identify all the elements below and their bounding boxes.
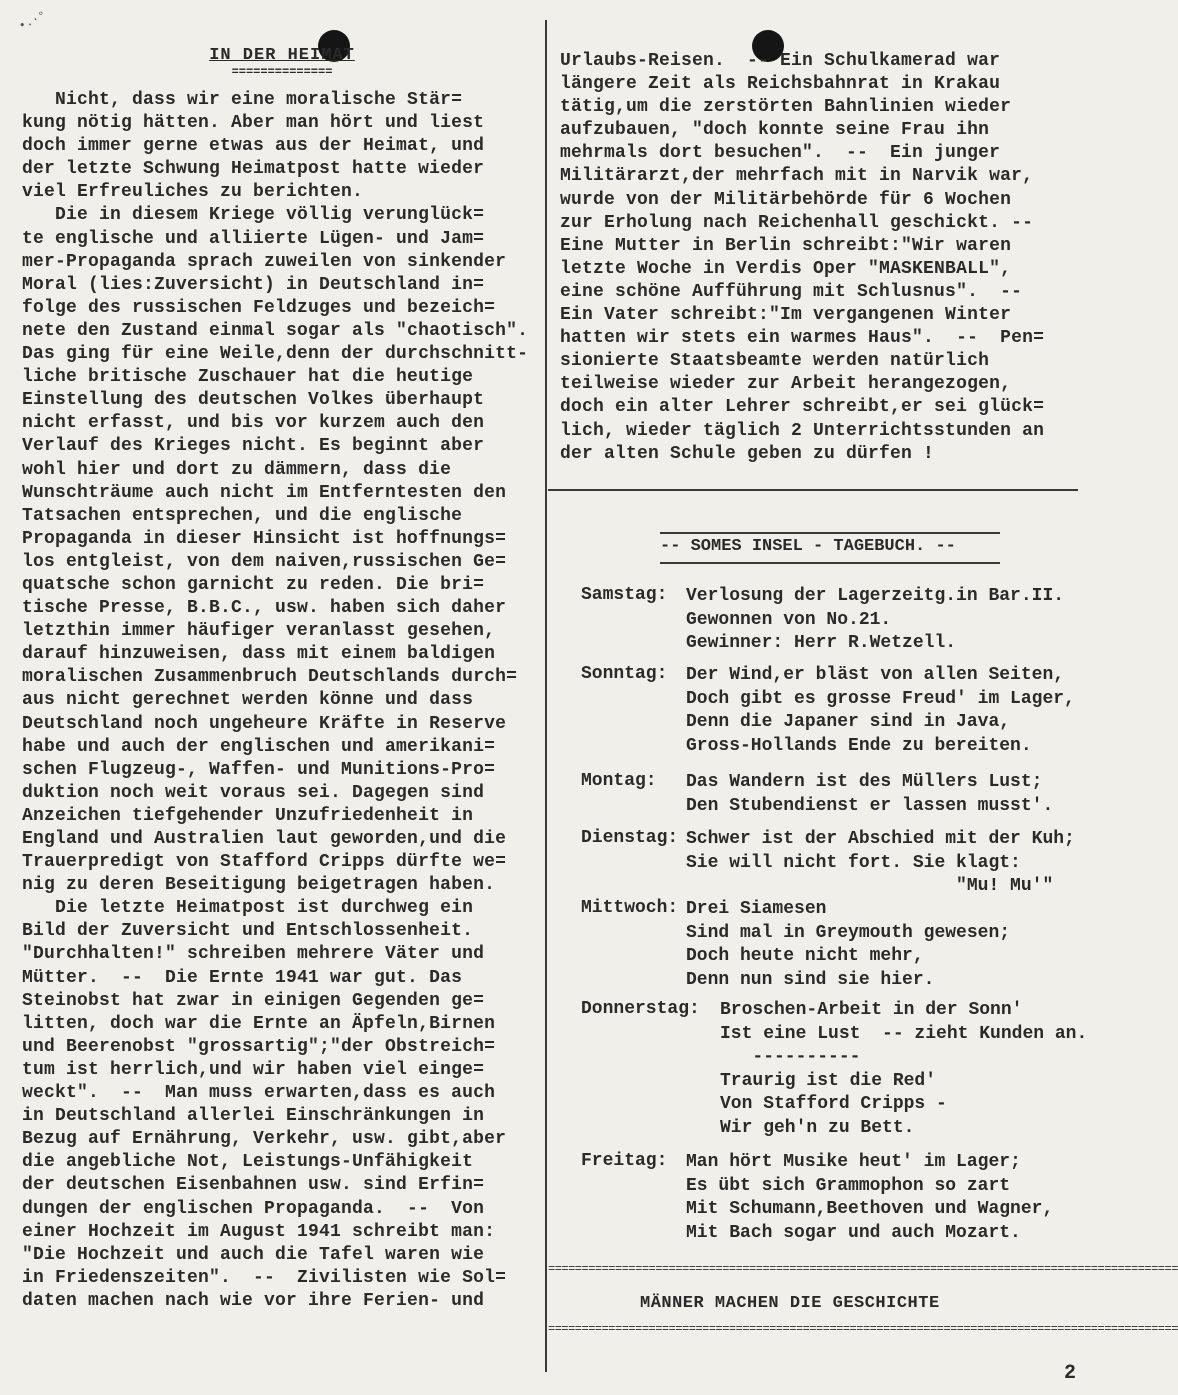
article-continuation	[560, 50, 1100, 466]
text-line: doch immer gerne etwas aus der Heimat, und	[22, 136, 485, 157]
tagebuch-line: Gross-Hollands Ende zu bereiten.	[686, 735, 1032, 756]
tagebuch-rule-top	[660, 532, 1000, 534]
text-line: liche britische Zuschauer hat die heutige	[22, 367, 474, 388]
text-line: kung nötig hätten. Aber man hört und liest	[22, 113, 485, 134]
text-line: sionierte Staatsbeamte werden natürlich	[560, 351, 990, 372]
text-line: aus nicht gerechnet werden könne und dass	[22, 690, 474, 711]
tagebuch-line: Wir geh'n zu Bett.	[720, 1117, 915, 1138]
article-title: IN DER HEIMAT	[209, 46, 355, 65]
tagebuch-day: Samstag:	[581, 585, 668, 605]
text-line: zur Erholung nach Reichenhall geschickt. --	[560, 212, 1034, 233]
text-line: Bild der Zuversicht und Entschlossenheit.	[22, 921, 474, 942]
text-line: längere Zeit als Reichsbahnrat in Krakau	[560, 74, 1001, 95]
text-line: nicht erfasst, und bis vor kurzem auch den	[22, 413, 485, 434]
text-line: wurde von der Militärbehörde für 6 Wochen	[560, 189, 1012, 210]
text-line: tum ist herrlich,und wir haben viel einge=	[22, 1059, 485, 1080]
text-line: darauf hinzuweisen, dass mit einem baldigen	[22, 644, 496, 665]
text-line: quatsche schon garnicht zu reden. Die bri=	[22, 574, 485, 595]
text-line: Bezug auf Ernährung, Verkehr, usw. gibt,aber	[22, 1129, 507, 1150]
tagebuch-line: "Mu! Mu'"	[686, 876, 1054, 896]
text-line: "Durchhalten!" schreiben mehrere Väter und	[22, 944, 485, 965]
tagebuch-line: Von Stafford Cripps -	[720, 1094, 947, 1114]
tagebuch-day: Donnerstag:	[581, 999, 700, 1019]
text-line: weckt". -- Man muss erwarten,dass es auch	[22, 1083, 496, 1104]
text-line: mehrmals dort besuchen". -- Ein junger	[560, 143, 1001, 164]
text-line: Nicht, dass wir eine moralische Stär=	[22, 90, 463, 110]
tagebuch-line: Denn nun sind sie hier.	[686, 969, 935, 990]
left-column	[22, 38, 542, 1313]
tagebuch-line: Mit Schumann,Beethoven und Wagner,	[686, 1199, 1054, 1219]
text-line: Die letzte Heimatpost ist durchweg ein	[22, 898, 474, 919]
text-line: Steinobst hat zwar in einigen Gegenden ge=	[22, 990, 485, 1011]
text-line: duktion noch weit voraus sei. Dagegen sind	[22, 782, 485, 803]
tagebuch-line: Man hört Musike heut' im Lager;	[686, 1152, 1021, 1172]
text-line: nete den Zustand einmal sogar als "chaotisch".	[22, 320, 529, 341]
text-line: Urlaubs-Reisen. -- Ein Schulkamerad war	[560, 51, 1001, 71]
text-line: teilweise wieder zur Arbeit herangezogen,	[560, 374, 1012, 395]
title-underline: ==============	[231, 65, 333, 79]
tagebuch-title: -- SOMES INSEL - TAGEBUCH. --	[660, 537, 956, 556]
tagebuch-line: Broschen-Arbeit in der Sonn'	[720, 1000, 1023, 1020]
text-line: der deutschen Eisenbahnen usw. sind Erfin=	[22, 1175, 485, 1196]
text-line: tätig,um die zerstörten Bahnlinien wieder	[560, 97, 1012, 118]
text-line: der alten Schule geben zu dürfen !	[560, 443, 935, 464]
text-line: "Die Hochzeit und auch die Tafel waren wie	[22, 1244, 485, 1265]
text-line: Eine Mutter in Berlin schreibt:"Wir waren	[560, 235, 1012, 256]
text-line: Propaganda in dieser Hinsicht ist hoffnungs=	[22, 528, 507, 549]
tagebuch-line: Der Wind,er bläst von allen Seiten,	[686, 665, 1065, 685]
text-line: hatten wir stets ein warmes Haus". -- Pen=	[560, 328, 1045, 349]
tagebuch-day: Montag:	[581, 771, 657, 791]
text-line: Die in diesem Kriege völlig verunglück=	[22, 205, 485, 226]
text-line: litten, doch war die Ernte an Äpfeln,Birnen	[22, 1013, 496, 1034]
tagebuch-line: Verlosung der Lagerzeitg.in Bar.II.	[686, 586, 1065, 606]
text-line: schen Flugzeug-, Waffen- und Munitions-Pro=	[22, 759, 496, 780]
right-column	[560, 50, 1100, 466]
text-line: tische Presse, B.B.C., usw. haben sich daher	[22, 598, 507, 619]
text-line: Militärarzt,der mehrfach mit in Narvik war,	[560, 166, 1034, 187]
tagebuch-line: Mit Bach sogar und auch Mozart.	[686, 1222, 1021, 1243]
text-line: Anzeichen tiefgehender Unzufriedenheit in	[22, 805, 474, 826]
article-body	[22, 89, 542, 1313]
tagebuch-day: Mittwoch:	[581, 898, 679, 918]
text-line: einer Hochzeit im August 1941 schreibt man:	[22, 1221, 496, 1242]
footer-equals-top: ==============================================================================================	[548, 1262, 1178, 1276]
tagebuch-line: Sind mal in Greymouth gewesen;	[686, 922, 1011, 943]
text-line: los entgleist, von dem naiven,russischen Ge=	[22, 551, 507, 572]
text-line: mer-Propaganda sprach zuweilen von sinkender	[22, 251, 507, 272]
tagebuch-day: Dienstag:	[581, 828, 679, 848]
section-divider	[548, 489, 1078, 491]
tagebuch-line: Sie will nicht fort. Sie klagt:	[686, 852, 1021, 873]
tagebuch-line: Gewonnen von No.21.	[686, 609, 892, 630]
text-line: nig zu deren Beseitigung beigetragen haben.	[22, 875, 496, 896]
text-line: und Beerenobst "grossartig";"der Obstreich=	[22, 1036, 496, 1057]
text-line: viel Erfreuliches zu berichten.	[22, 182, 364, 203]
text-line: Mütter. -- Die Ernte 1941 war gut. Das	[22, 967, 463, 988]
text-line: folge des russischen Feldzuges und bezeich=	[22, 297, 496, 318]
text-line: Verlauf des Krieges nicht. Es beginnt aber	[22, 436, 485, 457]
text-line: te englische und alliierte Lügen- und Jam=	[22, 228, 485, 249]
text-line: daten machen nach wie vor ihre Ferien- und	[22, 1290, 485, 1311]
tagebuch-line: Denn die Japaner sind in Java,	[686, 712, 1011, 732]
tagebuch-day: Sonntag:	[581, 664, 668, 684]
text-line: die angebliche Not, Leistungs-Unfähigkeit	[22, 1152, 474, 1173]
tagebuch-line: Traurig ist die Red'	[720, 1070, 937, 1091]
text-line: Wunschträume auch nicht im Entferntesten den	[22, 482, 507, 503]
tagebuch-line: Drei Siamesen	[686, 899, 827, 919]
text-line: Trauerpredigt von Stafford Cripps dürfte we=	[22, 852, 507, 873]
text-line: Einstellung des deutschen Volkes überhaupt	[22, 390, 485, 411]
text-line: moralischen Zusammenbruch Deutschlands durch=	[22, 667, 518, 688]
text-line: Deutschland noch ungeheure Kräfte in Reserve	[22, 713, 507, 734]
page-number: 2	[1063, 1362, 1076, 1385]
text-line: Moral (lies:Zuversicht) in Deutschland in=	[22, 274, 485, 295]
text-line: England und Australien laut geworden,und die	[22, 829, 507, 849]
text-line: der letzte Schwung Heimatpost hatte wieder	[22, 159, 485, 180]
text-line: eine schöne Aufführung mit Schlusnus". --	[560, 281, 1023, 302]
tagebuch-line: Doch gibt es grosse Freud' im Lager,	[686, 688, 1075, 709]
text-line: letzthin immer häufiger veranlasst gesehen,	[22, 621, 496, 642]
ink-smudge: •.·°	[16, 8, 49, 34]
text-line: Das ging für eine Weile,denn der durchschnitt-	[22, 344, 529, 365]
text-line: lich, wieder täglich 2 Unterrichtsstunden an	[560, 420, 1045, 441]
tagebuch-line: Schwer ist der Abschied mit der Kuh;	[686, 829, 1075, 849]
text-line: in Friedenszeiten". -- Zivilisten wie Sol=	[22, 1267, 507, 1288]
text-line: aufzubauen, "doch konnte seine Frau ihn	[560, 120, 990, 141]
footer-title: MÄNNER MACHEN DIE GESCHICHTE	[640, 1294, 940, 1313]
footer-equals-bottom: ==============================================================================================	[548, 1322, 1178, 1336]
tagebuch-line: Ist eine Lust -- zieht Kunden an.	[720, 1023, 1088, 1044]
text-line: habe und auch der englischen und amerikani=	[22, 736, 496, 757]
column-divider	[545, 20, 547, 1372]
text-line: dungen der englischen Propaganda. -- Von	[22, 1198, 485, 1219]
tagebuch-day: Freitag:	[581, 1151, 668, 1171]
tagebuch-line: ----------	[720, 1047, 861, 1067]
text-line: wohl hier und dort zu dämmern, dass die	[22, 459, 452, 480]
text-line: Tatsachen entsprechen, und die englische	[22, 505, 463, 526]
text-line: letzte Woche in Verdis Oper "MASKENBALL",	[560, 258, 1012, 279]
text-line: doch ein alter Lehrer schreibt,er sei glück=	[560, 397, 1045, 418]
text-line: Ein Vater schreibt:"Im vergangenen Winter	[560, 305, 1012, 326]
text-line: in Deutschland allerlei Einschränkungen in	[22, 1106, 485, 1127]
tagebuch-line: Es übt sich Grammophon so zart	[686, 1175, 1011, 1196]
tagebuch-line: Doch heute nicht mehr,	[686, 946, 924, 966]
tagebuch-line: Das Wandern ist des Müllers Lust;	[686, 772, 1043, 792]
tagebuch-rule-bottom	[660, 562, 1000, 564]
tagebuch-line: Den Stubendienst er lassen musst'.	[686, 795, 1054, 816]
tagebuch-line: Gewinner: Herr R.Wetzell.	[686, 633, 957, 653]
